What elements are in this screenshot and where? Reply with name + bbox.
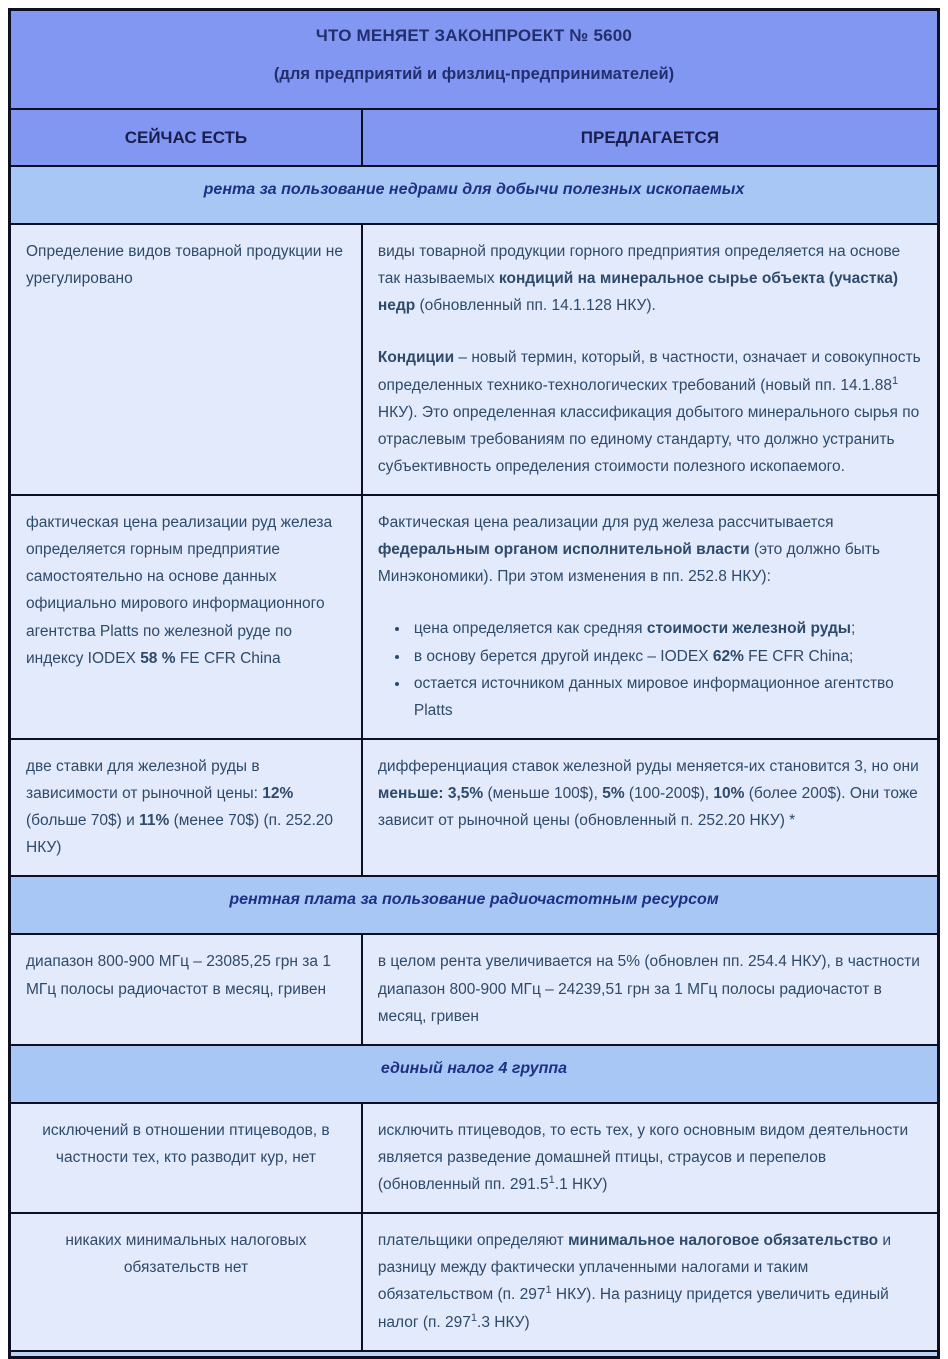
cell-proposed: в целом рента увеличивается на 5% (обновлен пп. 254.4 НКУ), в частности диапазон 800-900 МГц – 24239,51 грн за 1 МГц полосы радиочастот в месяц, гривен	[377, 953, 920, 1025]
section-header	[11, 875, 937, 933]
table-title-block	[11, 11, 937, 108]
table-row	[11, 738, 937, 876]
cell-proposed: дифференциация ставок железной руды меняется-их становится 3, но они меньше: 3,5% (меньше 100$), 5% (100-200$), 10% (более 200$). Они тоже зависит от рыночной цены (обновленный п. 252.20 НКУ) *	[377, 757, 919, 830]
table-row	[11, 494, 937, 738]
table-title: ЧТО МЕНЯЕТ ЗАКОНПРОЕКТ № 5600	[315, 26, 633, 45]
section-header	[11, 165, 937, 223]
cell-current: фактическая цена реализации руд железа определяется горным предприятие самостоятельно на основе данных официально мирового информационного агентства Platts по железной руде по индексу IODEX 58 % FE CFR China	[11, 496, 363, 738]
column-header-proposed: ПРЕДЛАГАЕТСЯ	[580, 127, 720, 147]
table-row	[11, 1212, 937, 1350]
cell-proposed: Фактическая цена реализации для руд железа рассчитывается федеральным органом исполнительной власти (это должно быть Минэкономики). При этом изменения в пп. 252.8 НКУ): • цена определяется как средняя стоимости железной руды; • в основу берется другой индекс – IODEX 62% FE CFR China; • остается источником данных мировое информационное агентство Platts	[363, 496, 937, 738]
next-row-partial	[11, 1350, 937, 1356]
table-row	[11, 1102, 937, 1212]
table-subtitle: (для предприятий и физлиц-предпринимателей)	[273, 65, 675, 83]
cell-current: две ставки для железной руды в зависимости от рыночной цены: 12% (больше 70$) и 11% (менее 70$) (п. 252.20 НКУ)	[11, 740, 363, 876]
section-title: единый налог 4 группа	[380, 1059, 568, 1077]
cell-current: диапазон 800-900 МГц – 23085,25 грн за 1 МГц полосы радиочастот в месяц, гривен	[11, 935, 363, 1043]
column-header-current: СЕЙЧАС ЕСТЬ	[11, 110, 363, 165]
section-title: рента за пользование недрами для добычи полезных ископаемых	[203, 181, 745, 198]
cell-proposed: плательщики определяют минимальное налоговое обязательство и разницу между фактически уплаченными налогами и таким обязательством (п. $297^1$ НКУ). На разницу придется увеличить единый налог (п. $297^1.3$ НКУ)	[377, 1232, 892, 1331]
comparison-table	[8, 8, 940, 1359]
table-row	[11, 223, 937, 494]
table-row	[11, 933, 937, 1043]
cell-current: никаких минимальных налоговых обязательств нет	[11, 1214, 363, 1350]
cell-current: исключений в отношении птицеводов, в частности тех, кто разводит кур, нет	[11, 1104, 363, 1212]
section-header	[11, 1044, 937, 1102]
cell-current: Определение видов товарной продукции не урегулировано	[11, 225, 363, 494]
section-title: рентная плата за пользование радиочастотным ресурсом	[229, 891, 719, 909]
cell-proposed: исключить птицеводов, то есть тех, у кого основным видом деятельности является разведение домашней птицы, страусов и перепелов (обновленный пп. 291.5$^1$.1 НКУ)	[377, 1121, 909, 1193]
cell-proposed: виды товарной продукции горного предприятия определяется на основе так называемых кондиций на минеральное сырье объекта (участка) недр (обновленный пп. 14.1.128 НКУ). Кондиции – новый термин, который, в частности, означает и совокупность определенных технико-технологических требований (новый пп. 14.1.88$^1$ НКУ). Это определенная классификация добытого минерального сырья по отраслевым требованиям по единому стандарту, что должно устранить субъективность определения стоимости полезного ископаемого.	[377, 243, 921, 475]
column-header-row	[11, 108, 937, 165]
